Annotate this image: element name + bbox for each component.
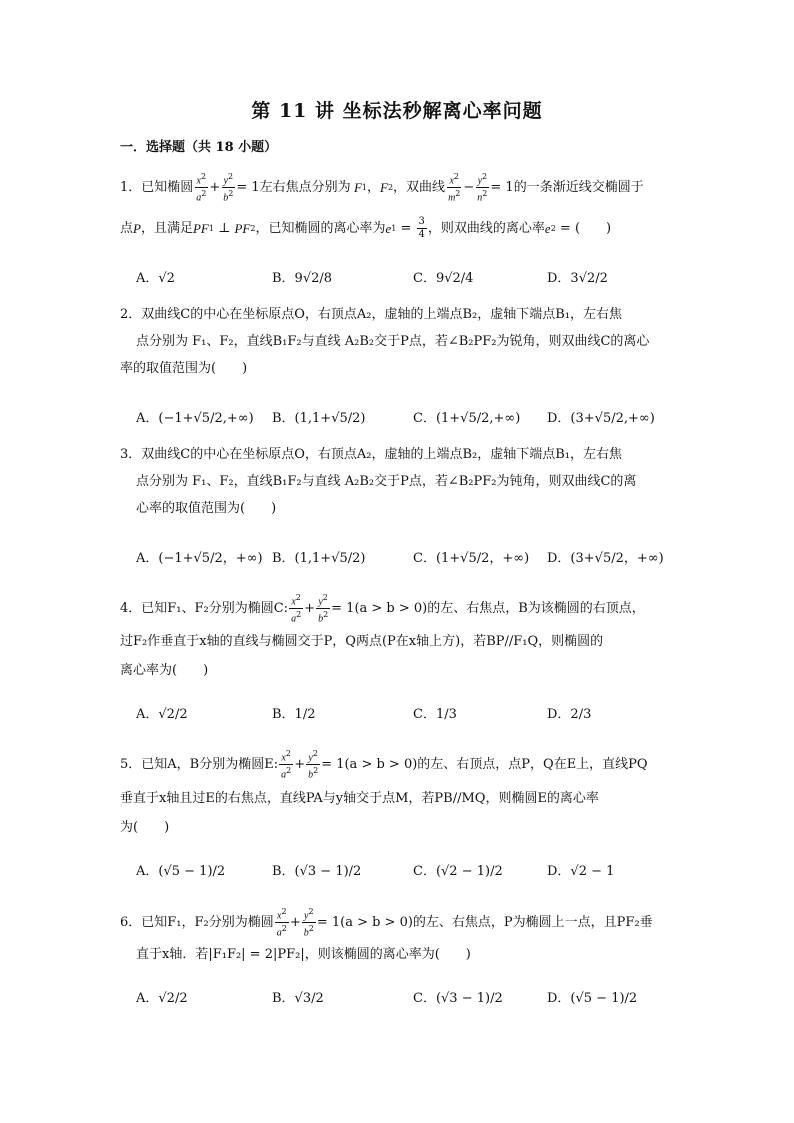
q4-choice-b[interactable]: B．1/2 — [272, 706, 316, 722]
q6-choice-a[interactable]: A．√2/2 — [136, 990, 188, 1006]
q3-choice-b[interactable]: B．(1,1+√5/2) — [272, 550, 366, 566]
q5-choice-d[interactable]: D．√2 − 1 — [547, 863, 615, 879]
q1-choice-d[interactable]: D．3√2/2 — [547, 270, 608, 286]
q2-choice-c[interactable]: C．(1+√5/2,+∞) — [413, 410, 521, 426]
q5-choices — [136, 851, 680, 887]
q2-line-3: 率的取值范围为( ) — [120, 361, 248, 376]
q4-choices — [136, 694, 680, 730]
section-heading: 一．选择题（共 18 小题） — [120, 140, 278, 155]
q5-line-3: 为( ) — [120, 820, 170, 835]
page-title: 第 11 讲 坐标法秒解离心率问题 — [251, 100, 543, 122]
q3-line-1: 3．双曲线C的中心在坐标原点O，右顶点A₂，虚轴的上端点B₂，虚轴下端点B₁，左右焦 — [120, 447, 623, 462]
q5-choice-c[interactable]: C．(√2 − 1)/2 — [413, 863, 503, 879]
q1-choice-c[interactable]: C．9√2/4 — [413, 270, 474, 286]
q1-choice-b[interactable]: B．9√2/8 — [272, 270, 333, 286]
q3-line-3: 心率的取值范围为( ) — [136, 501, 277, 516]
q2-line-1: 2．双曲线C的中心在坐标原点O，右顶点A₂，虚轴的上端点B₂，虚轴下端点B₁，左右焦 — [120, 307, 623, 322]
q5-line-1: 5．已知A，B分别为椭圆E: $\frac{x^2}{a^2}$ + $\frac{y^2}{b^2}$ = 1(a > b > 0)的左、右顶点，点P，Q在E上，直线PQ — [120, 749, 648, 781]
q4-line-1: 4．已知F₁、F₂分别为椭圆C: $\frac{x^2}{a^2}$ + $\frac{y^2}{b^2}$ = 1(a > b > 0)的左、右焦点，B为该椭圆的右顶点， — [120, 593, 645, 625]
q4-line-3: 离心率为( ) — [120, 663, 209, 678]
q1-choice-a[interactable]: A．√2 — [136, 270, 175, 286]
q4-choice-c[interactable]: C．1/3 — [413, 706, 457, 722]
q1-choices — [136, 258, 680, 294]
q3-choices — [136, 538, 680, 574]
q5-choice-a[interactable]: A．(√5 − 1)/2 — [136, 863, 226, 879]
q3-choice-d[interactable]: D．(3+√5/2，+∞) — [547, 550, 664, 566]
q3-line-2: 点分别为 F₁、F₂，直线B₁F₂与直线 A₂B₂交于P点，若∠B₂PF₂为钝角，则双曲线C的离 — [136, 474, 637, 489]
q2-choice-b[interactable]: B．(1,1+√5/2) — [272, 410, 366, 426]
q6-line-1: 6．已知F₁，F₂分别为椭圆 $\frac{x^2}{a^2}$ + $\frac{y^2}{b^2}$ = 1(a > b > 0)的左、右焦点，P为椭圆上一点，且PF₂垂 — [120, 907, 653, 939]
q6-line-2: 直于x轴．若|F₁F₂| = 2|PF₂|，则该椭圆的离心率为( ) — [136, 947, 471, 962]
q6-choice-b[interactable]: B．√3/2 — [272, 990, 324, 1006]
q6-choice-c[interactable]: C．(√3 − 1)/2 — [413, 990, 503, 1006]
q2-choice-d[interactable]: D．(3+√5/2,+∞) — [547, 410, 655, 426]
q4-choice-d[interactable]: D．2/3 — [547, 706, 592, 722]
q2-line-2: 点分别为 F₁、F₂，直线B₁F₂与直线 A₂B₂交于P点，若∠B₂PF₂为锐角，则双曲线C的离心 — [136, 334, 650, 349]
q1-line-1: 1．已知椭圆 $\frac{x^2}{a^2}$ + $\frac{y^2}{b^2}$ = 1 左右焦点分别为 F 1 ， F 2 ，双曲线 $\frac{x^2}{m^2}$ − $\frac{y^2}{n^2}$ = 1 的一条渐近线交椭圆于 — [120, 172, 644, 204]
q2-choices — [136, 398, 680, 434]
q5-choice-b[interactable]: B．(√3 − 1)/2 — [272, 863, 362, 879]
q3-choice-a[interactable]: A．(−1+√5/2，+∞) — [136, 550, 263, 566]
q5-line-2: 垂直于x轴且过E的右焦点，直线PA与y轴交于点M，若PB//MQ，则椭圆E的离心率 — [120, 791, 599, 806]
q4-choice-a[interactable]: A．√2/2 — [136, 706, 188, 722]
q6-choices — [136, 978, 680, 1014]
q4-line-2: 过F₂作垂直于x轴的直线与椭圆交于P，Q两点(P在x轴上方)，若BP//F₁Q，则椭圆的 — [120, 634, 604, 649]
q1-line-2: 点 P ，且满足 PF 1 ⊥ PF 2 ，已知椭圆的离心率为 e 1 = $\frac{3}{4}$ ，则双曲线的离心率 e 2 = ( ) — [120, 216, 612, 240]
q6-choice-d[interactable]: D．(√5 − 1)/2 — [547, 990, 638, 1006]
q3-choice-c[interactable]: C．(1+√5/2，+∞) — [413, 550, 530, 566]
q2-choice-a[interactable]: A．(−1+√5/2,+∞) — [136, 410, 254, 426]
